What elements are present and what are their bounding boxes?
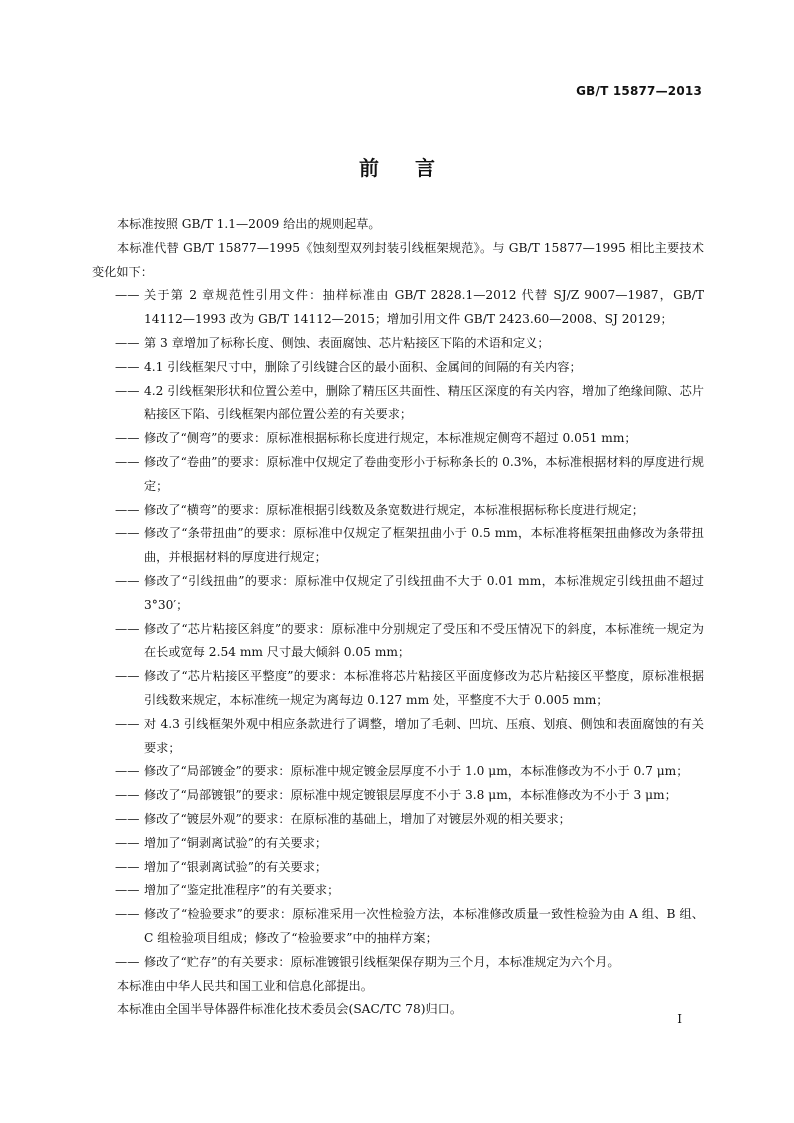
change-item xyxy=(92,499,704,523)
change-item xyxy=(92,951,704,975)
dash-marker: —— xyxy=(115,669,140,684)
change-item xyxy=(92,380,704,428)
dash-marker: —— xyxy=(115,431,140,446)
dash-marker: —— xyxy=(115,716,140,731)
dash-marker: —— xyxy=(115,907,140,922)
change-item xyxy=(92,522,704,570)
closing-paragraph: 本标准由全国半导体器件标准化技术委员会(SAC/TC 78)归口。 xyxy=(117,1002,463,1017)
change-item xyxy=(92,856,704,880)
change-text: 4.2 引线框架形状和位置公差中，删除了精压区共面性、精压区深度的有关内容，增加了绝缘间隙、芯片粘接区下陷、引线框架内部位置公差的有关要求； xyxy=(144,383,704,422)
dash-marker: —— xyxy=(115,954,140,969)
dash-marker: —— xyxy=(115,454,140,469)
change-list xyxy=(92,284,704,974)
change-text: 第 3 章增加了标称长度、侧蚀、表面腐蚀、芯片粘接区下陷的术语和定义； xyxy=(144,335,550,350)
change-text: 增加了“银剥离试验”的有关要求； xyxy=(144,859,328,874)
change-text: 修改了“引线扭曲”的要求：原标准中仅规定了引线扭曲不大于 0.01 mm，本标准规定引线扭曲不超过 3°30′； xyxy=(144,573,704,612)
dash-marker: —— xyxy=(115,811,140,826)
change-item xyxy=(92,427,704,451)
change-text: 修改了“检验要求”的要求：原标准采用一次性检验方法，本标准修改质量一致性检验为由 A 组、B 组、C 组检验项目组成；修改了“检验要求”中的抽样方案； xyxy=(144,907,704,945)
change-item xyxy=(92,903,704,951)
dash-marker: —— xyxy=(115,335,140,350)
change-text: 修改了“条带扭曲”的要求：原标准中仅规定了框架扭曲小于 0.5 mm，本标准将框架扭曲修改为条带扭曲，并根据材料的厚度进行规定； xyxy=(144,526,704,565)
change-text: 修改了“横弯”的要求：原标准根据引线数及条宽数进行规定，本标准根据标称长度进行规定； xyxy=(144,502,644,517)
change-item xyxy=(92,784,704,808)
change-item xyxy=(92,808,704,832)
change-text: 4.1 引线框架尺寸中，删除了引线键合区的最小面积、金属间的间隔的有关内容； xyxy=(144,359,582,374)
change-item xyxy=(92,760,704,784)
change-item xyxy=(92,570,704,618)
change-text: 修改了“镀层外观”的要求：在原标准的基础上，增加了对镀层外观的相关要求； xyxy=(144,811,571,826)
change-item xyxy=(92,665,704,713)
dash-marker: —— xyxy=(115,859,140,874)
foreword-body xyxy=(92,213,704,1022)
change-text: 修改了“局部镀银”的要求：原标准中规定镀银层厚度不小于 3.8 μm，本标准修改为不小于 3 μm； xyxy=(144,788,677,803)
change-item xyxy=(92,284,704,332)
change-item xyxy=(92,832,704,856)
dash-marker: —— xyxy=(115,883,140,898)
change-text: 关于第 2 章规范性引用文件：抽样标准由 GB/T 2828.1—2012 代替 SJ/Z 9007—1987，GB/T 14112—1993 改为 GB/T 14112—2015；增加引用文件 GB/T 2423.60—2008、SJ 20129； xyxy=(144,288,704,327)
change-text: 修改了“局部镀金”的要求：原标准中规定镀金层厚度不小于 1.0 μm，本标准修改为不小于 0.7 μm； xyxy=(144,764,689,779)
standard-code: GB/T 15877—2013 xyxy=(576,84,702,98)
page-number: I xyxy=(677,1012,682,1026)
dash-marker: —— xyxy=(115,383,140,398)
page-title: 前言 xyxy=(359,156,471,180)
dash-marker: —— xyxy=(115,788,140,803)
dash-marker: —— xyxy=(115,288,140,303)
change-text: 修改了“芯片粘接区斜度”的要求：原标准中分别规定了受压和不受压情况下的斜度，本标准统一规定为在长或宽每 2.54 mm 尺寸最大倾斜 0.05 mm； xyxy=(144,621,704,660)
change-item xyxy=(92,879,704,903)
change-text: 修改了“侧弯”的要求：原标准根据标称长度进行规定，本标准规定侧弯不超过 0.051 mm； xyxy=(144,431,637,446)
closing-paragraph: 本标准由中华人民共和国工业和信息化部提出。 xyxy=(117,978,373,993)
change-text: 修改了“贮存”的有关要求：原标准镀银引线框架保存期为三个月，本标准规定为六个月。 xyxy=(144,954,620,969)
dash-marker: —— xyxy=(115,835,140,850)
change-text: 增加了“鉴定批准程序”的有关要求； xyxy=(144,883,340,898)
change-item xyxy=(92,356,704,380)
change-item xyxy=(92,713,704,761)
change-text: 增加了“铜剥离试验”的有关要求； xyxy=(144,835,328,850)
change-item xyxy=(92,618,704,666)
change-item xyxy=(92,332,704,356)
intro-paragraph: 本标准代替 GB/T 15877—1995《蚀刻型双列封装引线框架规范》。与 GB/T 15877—1995 相比主要技术变化如下： xyxy=(92,240,704,279)
change-text: 对 4.3 引线框架外观中相应条款进行了调整，增加了毛刺、凹坑、压痕、划痕、侧蚀和表面腐蚀的有关要求； xyxy=(144,716,704,755)
change-text: 修改了“芯片粘接区平整度”的要求：本标准将芯片粘接区平面度修改为芯片粘接区平整度，原标准根据引线数来规定，本标准统一规定为离每边 0.127 mm 处，平整度不大于 0.005 mm； xyxy=(144,669,704,707)
dash-marker: —— xyxy=(115,359,140,374)
dash-marker: —— xyxy=(115,573,140,588)
dash-marker: —— xyxy=(115,764,140,779)
intro-paragraph: 本标准按照 GB/T 1.1—2009 给出的规则起草。 xyxy=(117,217,381,231)
change-text: 修改了“卷曲”的要求：原标准中仅规定了卷曲变形小于标称条长的 0.3%，本标准根据材料的厚度进行规定； xyxy=(144,454,704,493)
dash-marker: —— xyxy=(115,621,140,636)
change-item xyxy=(92,451,704,499)
dash-marker: —— xyxy=(115,526,140,541)
dash-marker: —— xyxy=(115,502,140,517)
